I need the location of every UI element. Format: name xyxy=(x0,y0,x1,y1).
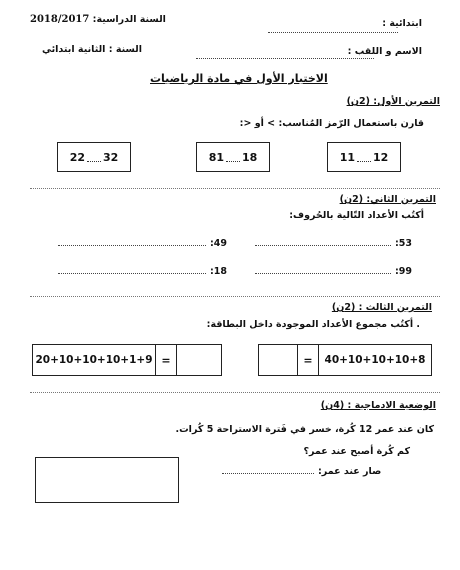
compare-gap[interactable] xyxy=(87,153,101,162)
number-label: :99 xyxy=(395,266,413,277)
compare-box-2[interactable] xyxy=(196,142,270,172)
answer-label: صار عند عمر: xyxy=(318,466,382,477)
sum-expression: 40+10+10+10+8 xyxy=(324,354,426,366)
situation-question: كم كُرة أصبح عند عمر؟ xyxy=(303,446,410,457)
number-row-99 xyxy=(255,266,412,277)
sum-answer-field[interactable] xyxy=(177,345,221,375)
compare-right: 32 xyxy=(103,150,119,164)
compare-gap[interactable] xyxy=(357,153,371,162)
answer-row xyxy=(222,466,381,477)
number-label: :53 xyxy=(395,238,413,249)
sum-card-2 xyxy=(258,344,432,376)
situation-title: الوضعية الادماجية : (4ن) xyxy=(320,400,436,411)
number-label: :18 xyxy=(210,266,228,277)
sum-card-1 xyxy=(32,344,222,376)
ex1-title: التمرين الأول: (2ن) xyxy=(346,96,440,107)
level-label: السنة : الثانية ابتدائي xyxy=(42,44,142,55)
year-value: 2018/2017 xyxy=(30,14,90,25)
number-row-53 xyxy=(255,238,412,249)
ex2-instruction: أكتُب الأعداد التّالية بالحُروف: xyxy=(289,210,424,221)
sum-answer-field[interactable] xyxy=(259,345,297,375)
answer-line[interactable] xyxy=(58,273,206,274)
number-label: :49 xyxy=(210,238,228,249)
number-row-49 xyxy=(58,238,227,249)
compare-gap[interactable] xyxy=(226,153,240,162)
ex3-instruction: . أكتُب مجموع الأعداد الموجودة داخل البطاقة: xyxy=(206,319,420,330)
name-field[interactable] xyxy=(196,58,374,59)
compare-left: 11 xyxy=(339,150,355,164)
answer-line[interactable] xyxy=(222,473,314,474)
answer-line[interactable] xyxy=(255,245,391,246)
compare-left: 22 xyxy=(69,150,85,164)
ex1-instruction: قارن باستعمال الرّمز المُناسب: > أو <: xyxy=(239,118,424,129)
compare-box-3[interactable] xyxy=(327,142,401,172)
compare-right: 12 xyxy=(373,150,389,164)
name-label: الاسم و اللقب : xyxy=(347,46,422,57)
separator-2 xyxy=(30,296,440,297)
compare-box-1[interactable] xyxy=(57,142,131,172)
drawing-area-box[interactable] xyxy=(35,457,179,503)
number-row-18 xyxy=(58,266,227,277)
answer-line[interactable] xyxy=(58,245,206,246)
equals-sign: = xyxy=(156,345,177,375)
sum-expression: 20+10+10+10+1+9 xyxy=(33,345,156,375)
ex2-title: التمرين الثاني: (2ن) xyxy=(339,194,436,205)
separator-3 xyxy=(30,392,440,393)
separator-1 xyxy=(30,188,440,189)
compare-left: 81 xyxy=(208,150,224,164)
year-line xyxy=(30,14,166,25)
compare-right: 18 xyxy=(242,150,258,164)
ex3-title: التمرين الثالث : (2ن) xyxy=(331,302,432,313)
year-label: السنة الدراسية: xyxy=(92,14,166,25)
school-label: ابتدائية : xyxy=(382,18,422,29)
equals-sign: = xyxy=(297,345,319,375)
situation-text: كان عند عمر 12 كُرة، خسر في فَترة الاستراحة 5 كُرات. xyxy=(175,424,434,435)
school-field[interactable] xyxy=(268,32,398,33)
answer-line[interactable] xyxy=(255,273,391,274)
page-title: الاختبار الأول في مادة الرياضيات xyxy=(150,72,328,85)
